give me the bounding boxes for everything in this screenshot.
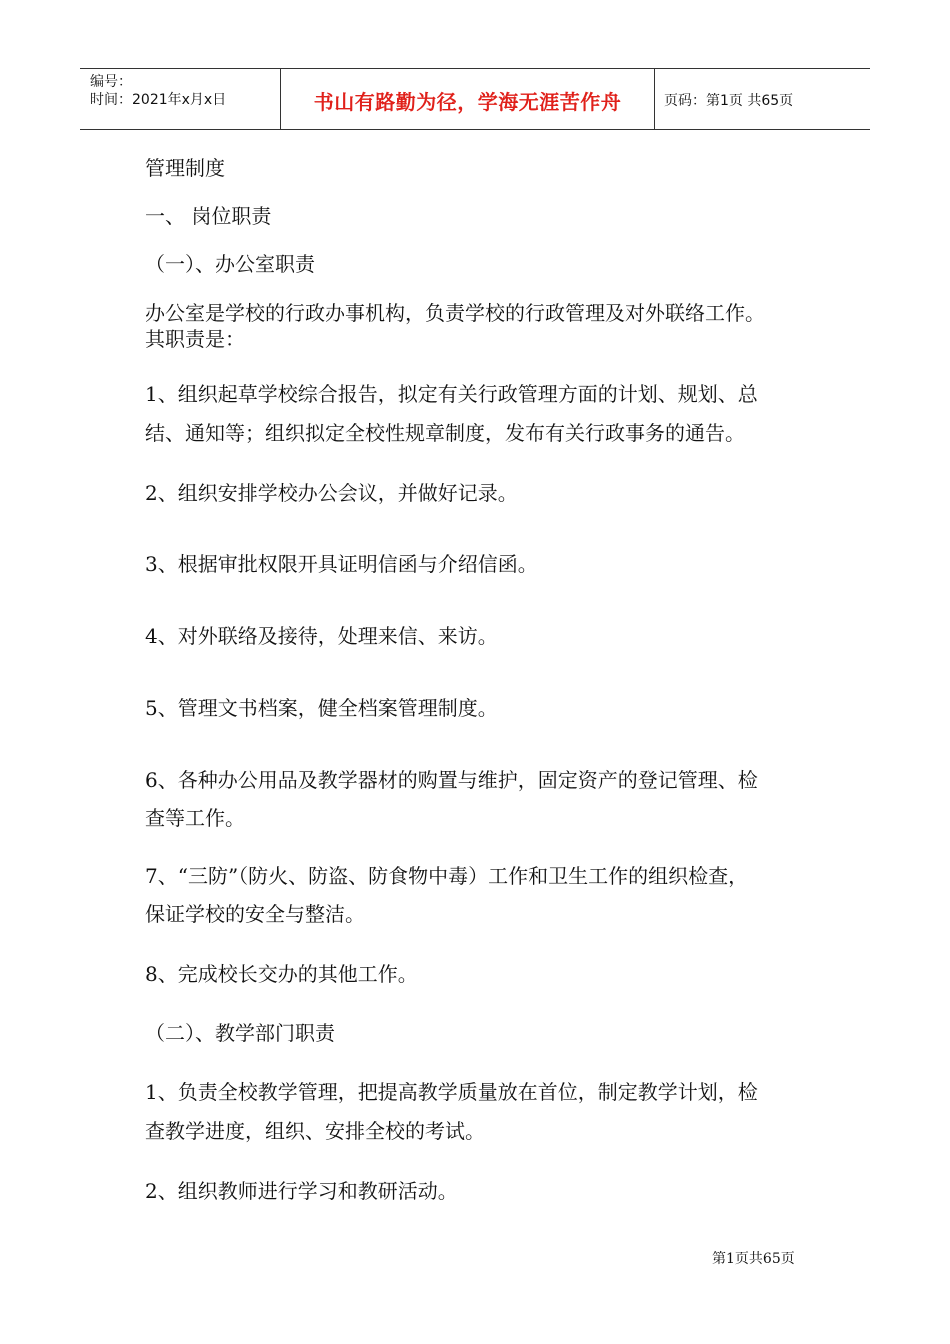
list-item: 2、组织安排学校办公会议，并做好记录。 [145,481,518,505]
list-item-continuation: 查教学进度，组织、安排全校的考试。 [145,1119,485,1143]
document-title: 管理制度 [145,156,225,180]
header-meta [80,69,280,129]
subsection-heading: （一）、办公室职责 [145,252,315,276]
header-page-info: 页码：第1页 共65页 [664,93,794,109]
list-item: 5、管理文书档案，健全档案管理制度。 [145,696,498,720]
time-label: 时间：2021年x月x日 [90,92,227,108]
list-item-continuation: 查等工作。 [145,806,245,830]
list-item: 2、组织教师进行学习和教研活动。 [145,1179,458,1203]
section-heading: 一、 岗位职责 [145,204,272,228]
number-label: 编号： [90,74,132,90]
list-item: 1、组织起草学校综合报告，拟定有关行政管理方面的计划、规划、总 [145,382,758,406]
list-item: 7、“三防”（防火、防盗、防食物中毒）工作和卫生工作的组织检查， [145,864,749,888]
intro-line: 办公室是学校的行政办事机构，负责学校的行政管理及对外联络工作。 [145,301,765,325]
list-item: 3、根据审批权限开具证明信函与介绍信函。 [145,552,538,576]
motto: 书山有路勤为径，学海无涯苦作舟 [313,90,622,114]
page-header [80,68,870,130]
list-item-continuation: 保证学校的安全与整洁。 [145,902,365,926]
list-item: 4、对外联络及接待，处理来信、来访。 [145,624,498,648]
subsection-heading: （二）、教学部门职责 [145,1021,335,1045]
footer-page-info: 第1页共65页 [712,1251,795,1267]
list-item: 1、负责全校教学管理，把提高教学质量放在首位，制定教学计划，检 [145,1080,758,1104]
list-item: 6、各种办公用品及教学器材的购置与维护，固定资产的登记管理、检 [145,768,758,792]
header-page-cell [654,69,870,129]
list-item: 8、完成校长交办的其他工作。 [145,962,418,986]
list-item-continuation: 结、通知等；组织拟定全校性规章制度，发布有关行政事务的通告。 [145,421,745,445]
header-motto-cell [280,69,655,129]
intro-line: 其职责是： [145,327,245,351]
